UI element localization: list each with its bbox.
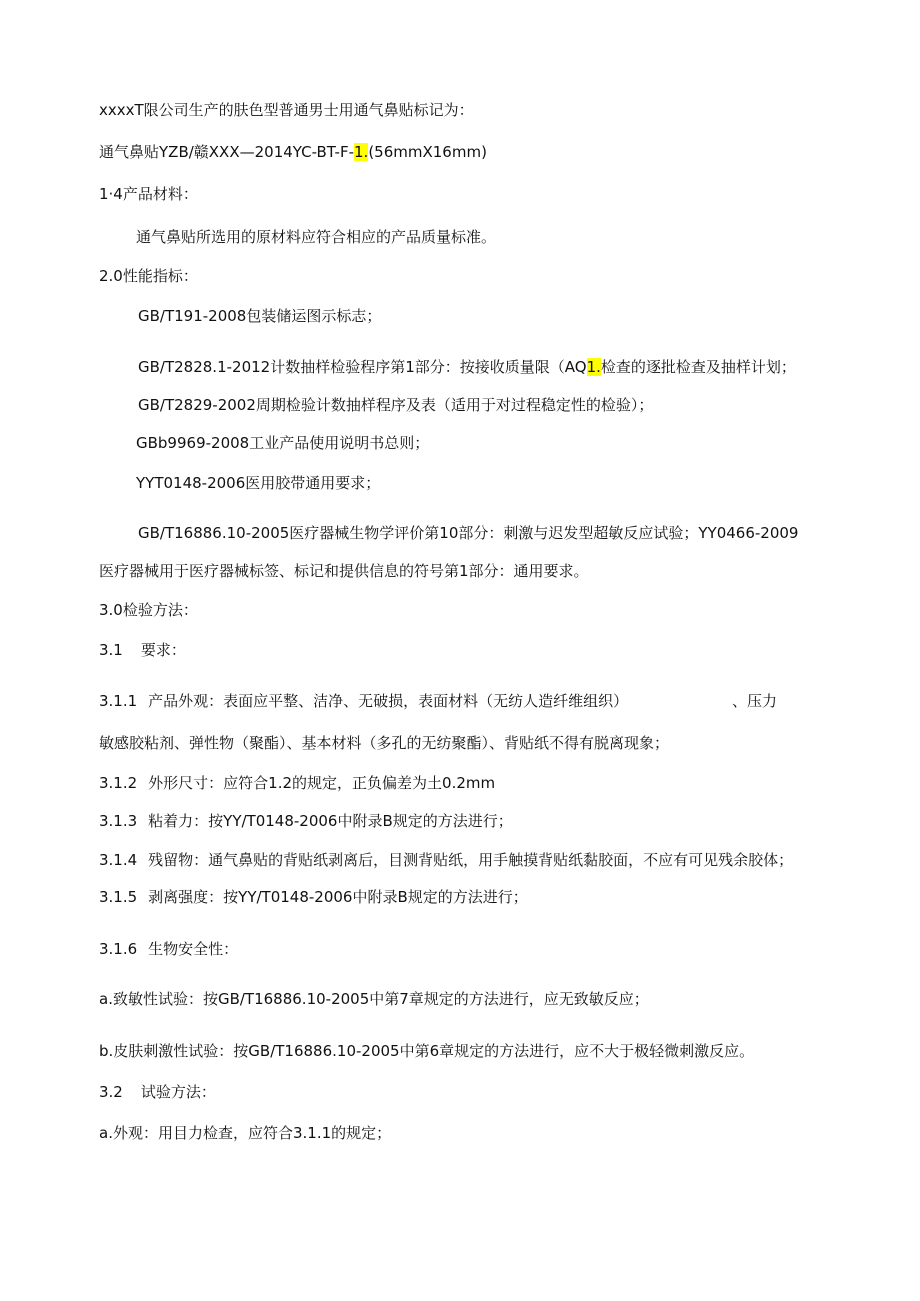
standard-gb9969: GBb9969-2008工业产品使用说明书总则； (136, 434, 430, 452)
clause-continued (99, 733, 669, 753)
marking-intro (99, 100, 474, 120)
subsection-heading (99, 640, 186, 660)
clause-text: 敏感胶粘剂、弹性物（聚酯）、基本材料（多孔的无纺聚酯）、背贴纸不得有脱离现象； (99, 734, 670, 752)
clause-text: 残留物：通气鼻贴的背贴纸剥离后，目测背贴纸，用手触摸背贴纸黏胶面，不应有可见残余胶体； (148, 851, 794, 869)
clause (99, 939, 238, 959)
highlighted-text: 1. (354, 143, 369, 161)
standard-item (136, 473, 380, 493)
clause-number: 3.1 (99, 641, 123, 659)
marking-code-size: (56mmX16mm) (368, 143, 487, 161)
clause-number: 3.1.3 (99, 812, 138, 830)
marking-code-prefix: 通气鼻贴YZB/赣XXX—2014YC-BT-F- (99, 143, 355, 161)
clause-text: 剥离强度：按YY/T0148-2006中附录B规定的方法进行； (148, 888, 528, 906)
clause-title: 试验方法： (140, 1083, 216, 1101)
section-heading (99, 266, 198, 286)
clause-text: 粘着力：按YY/T0148-2006中附录B规定的方法进行； (148, 812, 513, 830)
clause-number: 3.1.5 (99, 888, 138, 906)
clause (99, 691, 628, 711)
clause-tail (732, 691, 777, 711)
standard-item (136, 433, 429, 453)
clause (99, 887, 528, 907)
paragraph (136, 227, 496, 247)
standard-item-continued (99, 561, 589, 581)
materials-text: 通气鼻贴所选用的原材料应符合相应的产品质量标准。 (136, 228, 497, 246)
clause-text: 产品外观：表面应平整、洁净、无破损，表面材料（无纺人造纤维组织） (148, 692, 629, 710)
test-item (99, 989, 649, 1009)
clause (99, 811, 513, 831)
standard-item (138, 357, 796, 377)
standard-gb2828-suffix: 检查的逐批检查及抽样计划； (600, 358, 796, 376)
heading-materials: 1·4产品材料： (99, 185, 198, 203)
standard-item (138, 306, 381, 326)
standard-item (138, 523, 798, 543)
standard-gb2828-prefix: GB/T2828.1-2012计数抽样检验程序第1部分：按接收质量限（AQ (138, 358, 587, 376)
heading-performance: 2.0性能指标： (99, 267, 198, 285)
standard-gb191: GB/T191-2008包装储运图示标志； (138, 307, 382, 325)
test-item (99, 1041, 754, 1061)
clause (99, 850, 793, 870)
standard-item (138, 395, 653, 415)
clause (99, 773, 495, 793)
clause-number: 3.1.1 (99, 692, 138, 710)
standard-gb2829: GB/T2829-2002周期检验计数抽样程序及表（适用于对过程稳定性的检验）； (138, 396, 654, 414)
clause-number: 3.1.6 (99, 940, 138, 958)
section-heading (99, 184, 198, 204)
skin-irritation-test: b.皮肤刺激性试验：按GB/T16886.10-2005中第6章规定的方法进行，应不大于极轻微刺激反应。 (99, 1042, 755, 1060)
standard-yy0148: YYT0148-2006医用胶带通用要求； (136, 474, 381, 492)
clause-title: 要求： (140, 641, 186, 659)
section-heading (99, 600, 198, 620)
clause-number: 3.2 (99, 1083, 123, 1101)
marking-intro-text: xxxxT限公司生产的肤色型普通男士用通气鼻贴标记为： (99, 101, 474, 119)
standard-gb16886: GB/T16886.10-2005医疗器械生物学评价第10部分：刺激与迟发型超敏反应试验；YY0466-2009 (138, 524, 799, 542)
standard-yy0466-text: 医疗器械用于医疗器械标签、标记和提供信息的符号第1部分：通用要求。 (99, 562, 589, 580)
sensitization-test: a.致敏性试验：按GB/T16886.10-2005中第7章规定的方法进行，应无致敏反应； (99, 990, 649, 1008)
test-item (99, 1123, 391, 1143)
heading-inspection: 3.0检验方法： (99, 601, 198, 619)
clause-text: 外形尺寸：应符合1.2的规定，正负偏差为土0.2mm (148, 774, 496, 792)
clause-text-tail: 、压力 (732, 692, 778, 710)
appearance-test: a.外观：用目力检查，应符合3.1.1的规定； (99, 1124, 392, 1142)
marking-code (99, 142, 487, 162)
subsection-heading (99, 1082, 216, 1102)
clause-number: 3.1.4 (99, 851, 138, 869)
highlighted-text: 1. (586, 358, 601, 376)
clause-number: 3.1.2 (99, 774, 138, 792)
clause-text: 生物安全性： (148, 940, 239, 958)
